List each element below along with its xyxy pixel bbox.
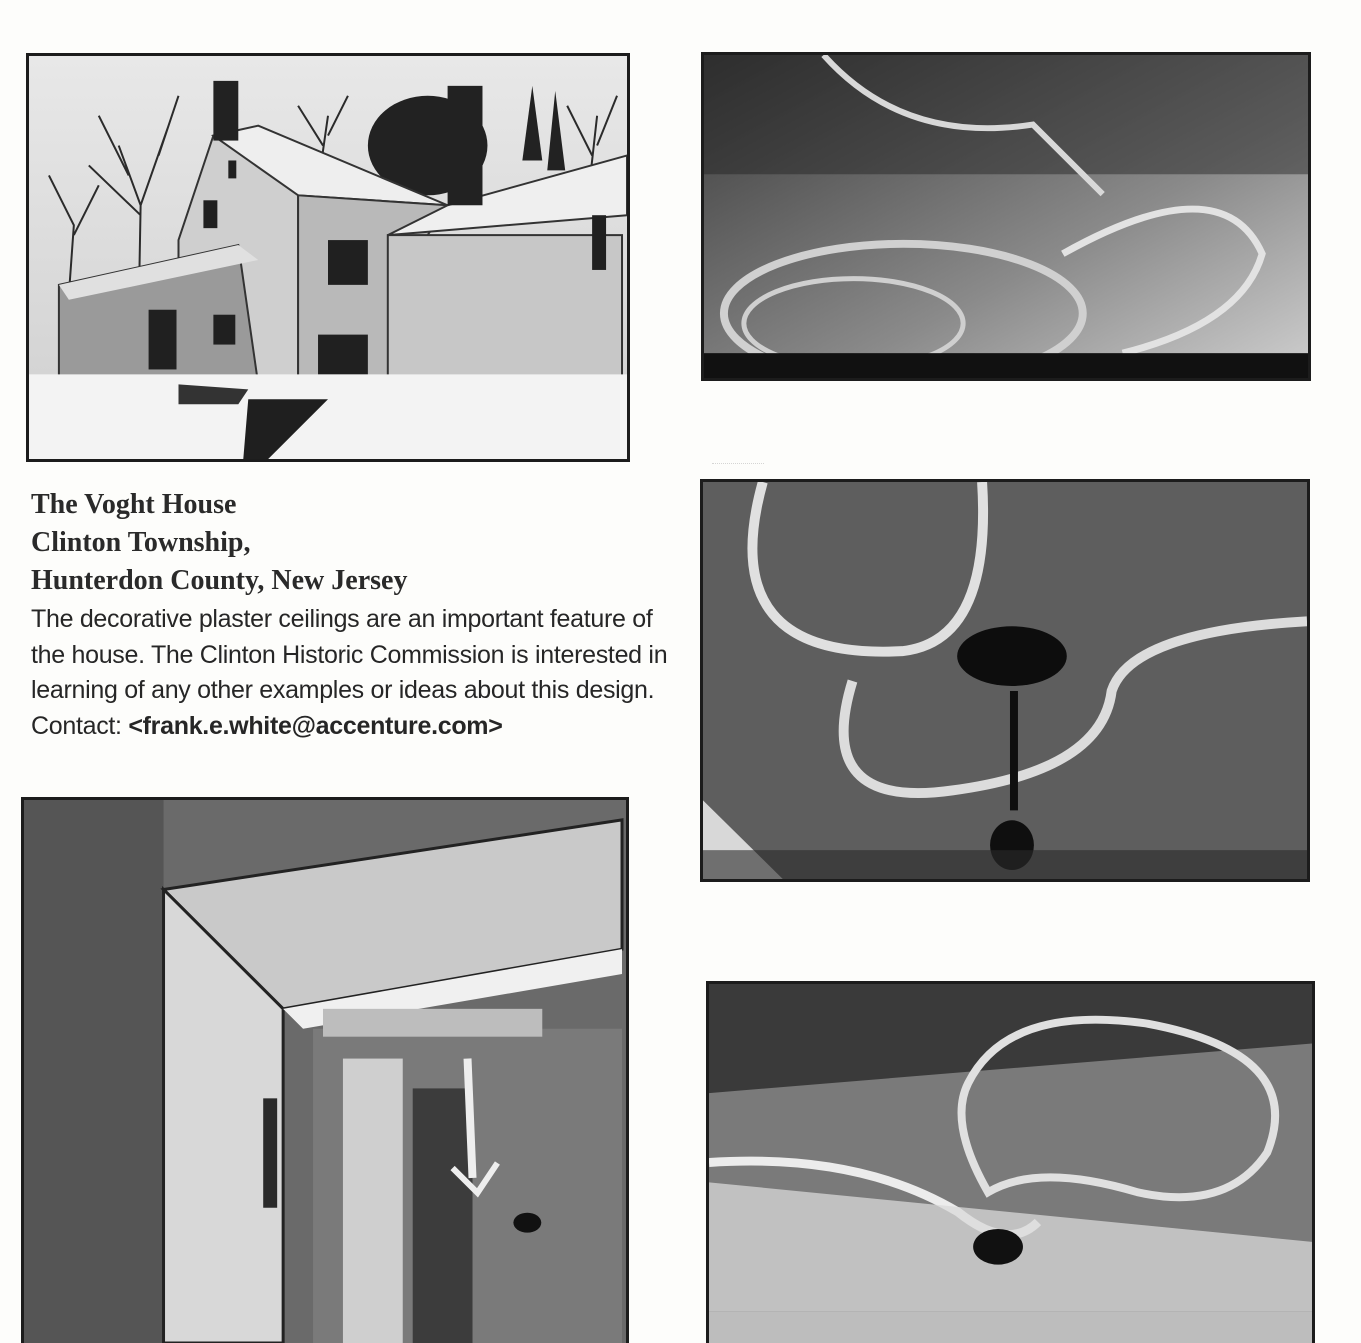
scan-artifact [712,463,764,470]
caption-body-text: The decorative plaster ceilings are an important feature of the house. The Clinton Historic Commission is interested in learning of any other examples or ideas about this design. [31,605,668,704]
ceiling-scroll-photo [706,981,1315,1343]
door-frame-photo [21,797,629,1343]
contact-email[interactable]: <frank.e.white@accenture.com> [128,711,503,740]
title-line-3: Hunterdon County, New Jersey [31,565,408,596]
title-line-2: Clinton Township, [31,527,251,558]
ceiling-light-chain-photo [700,479,1310,882]
caption-title [31,486,671,600]
caption-block [31,486,671,744]
contact-label: Contact: [31,711,122,740]
title-line-1: The Voght House [31,489,237,520]
caption-body [31,602,671,744]
house-exterior-photo [26,53,630,462]
ceiling-medallion-photo [701,52,1311,381]
